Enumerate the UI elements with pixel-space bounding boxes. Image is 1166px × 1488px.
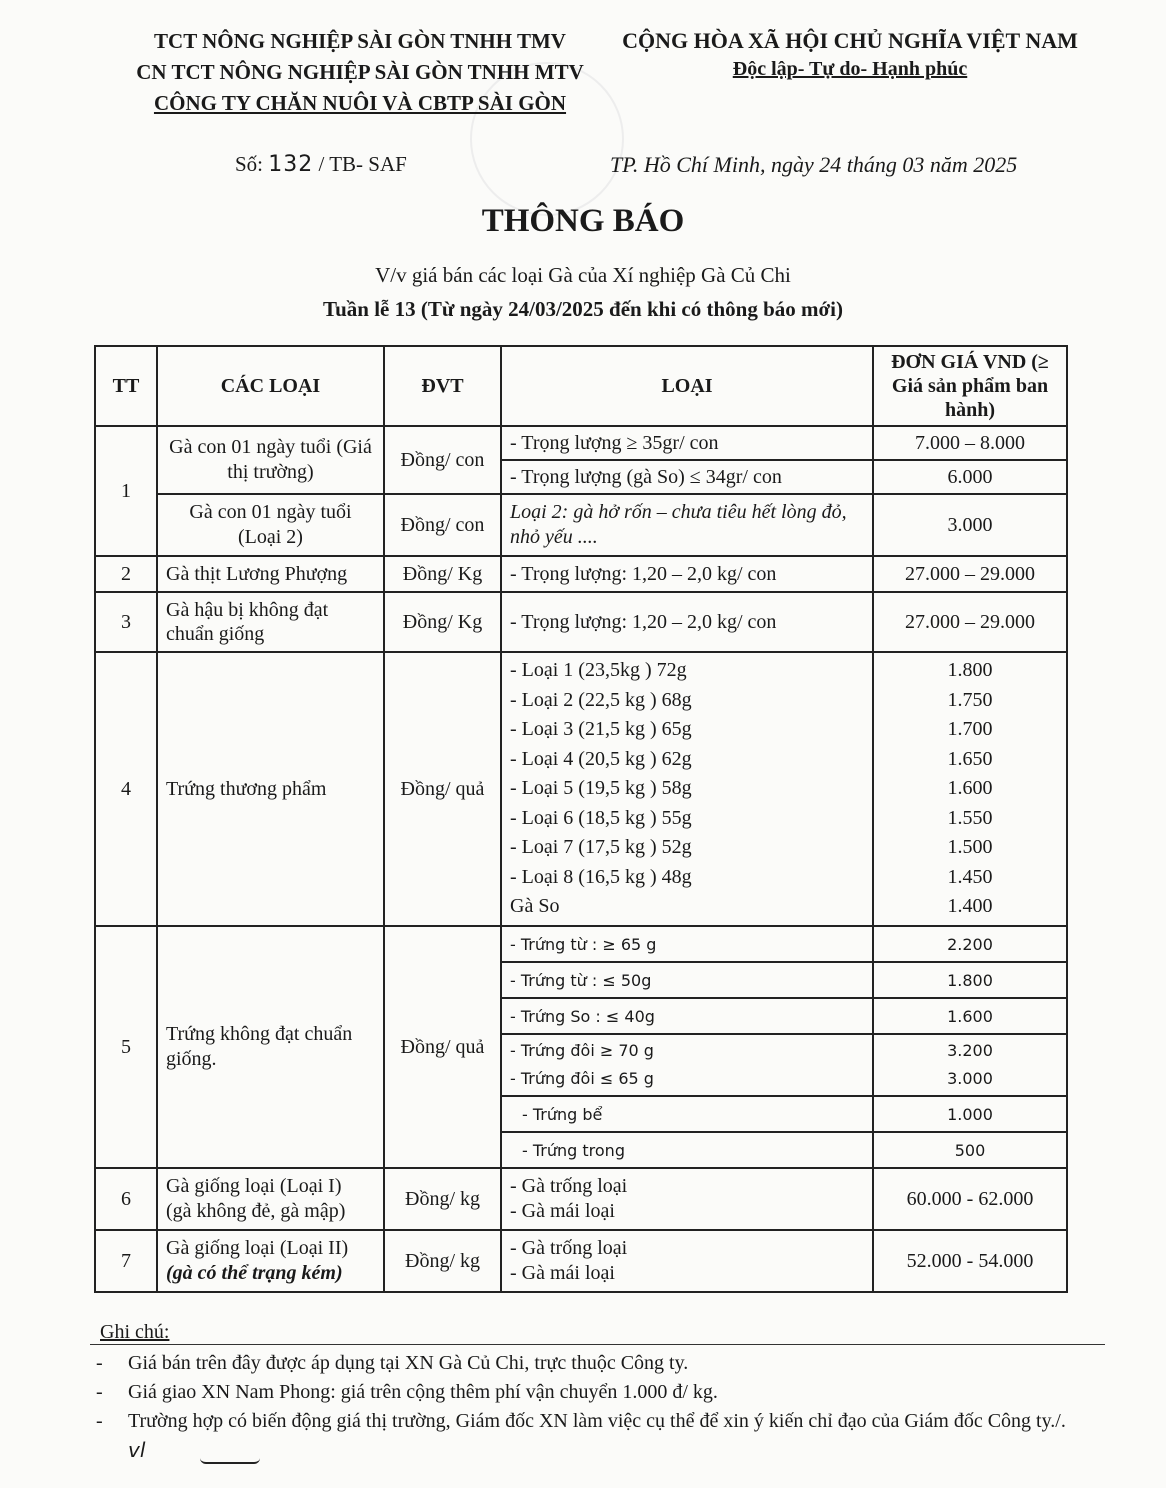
row-tt: 2 [95, 556, 157, 592]
row-price: 2.200 [873, 926, 1067, 962]
list-item: 1.700 [947, 718, 993, 741]
table-row [95, 652, 1067, 926]
list-item: - Loại 2 (22,5 kg ) 68g [510, 688, 692, 711]
list-item: - Loại 7 (17,5 kg ) 52g [510, 836, 692, 859]
table-row [95, 1168, 1067, 1230]
grade-line-1: - Gà trống loại [510, 1175, 628, 1197]
row-grade: - Trọng lượng ≥ 35gr/ con [501, 426, 873, 460]
row-tt: 7 [95, 1230, 157, 1292]
national-title: CỘNG HÒA XÃ HỘI CHỦ NGHĨA VIỆT NAM [622, 28, 1078, 53]
row-grade: - Trứng từ : ≥ 65 g [501, 926, 873, 962]
place-date: TP. Hồ Chí Minh, ngày 24 tháng 03 năm 2025 [610, 152, 1018, 177]
list-item: 1.500 [947, 836, 993, 859]
row-type-name: Gà con 01 ngày tuổi (Giá thị trường) [157, 426, 384, 494]
row-price: 60.000 - 62.000 [873, 1168, 1067, 1230]
type-name-line-1: Gà giống loại (Loại I) [166, 1175, 342, 1197]
list-item: - Loại 3 (21,5 kg ) 65g [510, 718, 692, 741]
price-table [94, 345, 1068, 1293]
type-name-line-2: (gà không đẻ, gà mập) [166, 1200, 346, 1222]
list-item: - Loại 6 (18,5 kg ) 55g [510, 806, 692, 829]
signature-underline [200, 1458, 260, 1464]
type-name-line-2: (gà có thể trạng kém) [166, 1262, 343, 1284]
ref-number-handwritten: 132 [268, 152, 314, 177]
list-item: - Loại 8 (16,5 kg ) 48g [510, 865, 692, 888]
row-price: 1.600 [873, 998, 1067, 1034]
double-egg-small: - Trứng đôi ≤ 65 g [510, 1069, 654, 1088]
header-types: CÁC LOẠI [157, 346, 384, 426]
org-line-1: TCT NÔNG NGHIỆP SÀI GÒN TNHH TMV [154, 29, 566, 53]
row-price: 52.000 - 54.000 [873, 1230, 1067, 1292]
row-grade: - Trọng lượng (gà So) ≤ 34gr/ con [501, 460, 873, 494]
row-type-name: Gà thịt Lương Phượng [157, 556, 384, 592]
grade-line-1: - Gà trống loại [510, 1237, 628, 1259]
row-unit: Đồng/ con [384, 426, 501, 494]
header-grade: LOẠI [501, 346, 873, 426]
table-row [95, 556, 1067, 592]
row-tt: 3 [95, 592, 157, 652]
list-item: 1.750 [947, 688, 993, 711]
grade-line-2: - Gà mái loại [510, 1200, 615, 1222]
list-item: Gà So [510, 895, 560, 918]
header-tt: TT [95, 346, 157, 426]
row-unit: Đồng/ kg [384, 1168, 501, 1230]
row-price: 27.000 – 29.000 [873, 592, 1067, 652]
row-price: 6.000 [873, 460, 1067, 494]
egg-price-list [873, 652, 1067, 926]
org-line-2: CN TCT NÔNG NGHIỆP SÀI GÒN TNHH MTV [136, 60, 584, 84]
double-egg-small-price: 3.000 [947, 1069, 993, 1088]
ref-suffix: / TB- SAF [318, 152, 407, 176]
row-type-name [157, 1230, 384, 1292]
list-item: - Loại 4 (20,5 kg ) 62g [510, 747, 692, 770]
list-item: 1.800 [947, 659, 993, 682]
list-item: 1.450 [947, 865, 993, 888]
row-type-name: Gà hậu bị không đạt chuẩn giống [157, 592, 384, 652]
row-price: 3.000 [873, 494, 1067, 556]
notes-list [96, 1349, 1088, 1466]
list-item: - Giá bán trên đây được áp dụng tại XN Gà Củ Chi, trực thuộc Công ty. [96, 1349, 1088, 1378]
table-row [95, 494, 1067, 556]
org-line-3: CÔNG TY CHĂN NUÔI VÀ CBTP SÀI GÒN [153, 91, 567, 115]
national-motto: Độc lập- Tự do- Hạnh phúc [732, 58, 968, 80]
row-grade [501, 1034, 873, 1096]
row-price: 1.000 [873, 1096, 1067, 1132]
document-title: THÔNG BÁO [481, 203, 685, 239]
row-tt: 4 [95, 652, 157, 926]
row-grade: - Trứng trong [501, 1132, 873, 1168]
note-text: Trường hợp có biến động giá thị trường, Giám đốc XN làm việc cụ thể để xin ý kiến chỉ đạo của Giám đốc Công ty./. [128, 1410, 1066, 1432]
organization-header [100, 26, 620, 119]
row-unit: Đồng/ quả [384, 926, 501, 1168]
row-unit: Đồng/ quả [384, 652, 501, 926]
row-grade: - Trứng So : ≤ 40g [501, 998, 873, 1034]
header-unit: ĐVT [384, 346, 501, 426]
table-row [95, 926, 1067, 962]
row-grade: - Trọng lượng: 1,20 – 2,0 kg/ con [501, 592, 873, 652]
row-grade: - Trọng lượng: 1,20 – 2,0 kg/ con [501, 556, 873, 592]
row-type-name: Trứng không đạt chuẩn giống. [157, 926, 384, 1168]
table-row [95, 592, 1067, 652]
reference-number [235, 152, 407, 177]
row-tt: 1 [95, 426, 157, 556]
row-type-name [157, 1168, 384, 1230]
grade-line-2: - Gà mái loại [510, 1262, 615, 1284]
row-grade: - Trứng bể [501, 1096, 873, 1132]
notes-section [96, 1318, 1088, 1466]
ref-prefix: Số: [235, 152, 264, 176]
row-price: 7.000 – 8.000 [873, 426, 1067, 460]
document-subtitle: V/v giá bán các loại Gà của Xí nghiệp Gà Củ Chi [375, 263, 791, 287]
row-grade: Loại 2: gà hở rốn – chưa tiêu hết lòng đỏ, nhỏ yếu .... [501, 494, 873, 556]
row-tt: 5 [95, 926, 157, 1168]
row-grade [501, 1230, 873, 1292]
row-unit: Đồng/ Kg [384, 592, 501, 652]
table-header-row [95, 346, 1067, 426]
list-item: 1.600 [947, 777, 993, 800]
row-price: 1.800 [873, 962, 1067, 998]
list-item: 1.650 [947, 747, 993, 770]
header-price: ĐƠN GIÁ VND (≥ Giá sản phẩm ban hành) [873, 346, 1067, 426]
row-unit: Đồng/ con [384, 494, 501, 556]
list-item: - Loại 1 (23,5kg ) 72g [510, 659, 687, 682]
row-price [873, 1034, 1067, 1096]
list-item: - Loại 5 (19,5 kg ) 58g [510, 777, 692, 800]
list-item: 1.400 [947, 895, 993, 918]
row-unit: Đồng/ kg [384, 1230, 501, 1292]
double-egg-large: - Trứng đôi ≥ 70 g [510, 1041, 654, 1060]
row-type-name: Gà con 01 ngày tuổi (Loại 2) [157, 494, 384, 556]
notes-heading: Ghi chú: [100, 1321, 170, 1343]
initials-signature: vl [128, 1438, 146, 1462]
egg-grade-list [501, 652, 873, 926]
row-grade: - Trứng từ : ≤ 50g [501, 962, 873, 998]
double-egg-large-price: 3.200 [947, 1041, 993, 1060]
table-row [95, 426, 1067, 460]
row-unit: Đồng/ Kg [384, 556, 501, 592]
week-line: Tuần lễ 13 (Từ ngày 24/03/2025 đến khi có thông báo mới) [323, 297, 843, 321]
row-tt: 6 [95, 1168, 157, 1230]
list-item: 1.550 [947, 806, 993, 829]
list-item: - Giá giao XN Nam Phong: giá trên cộng thêm phí vận chuyển 1.000 đ/ kg. [96, 1378, 1088, 1407]
row-price: 500 [873, 1132, 1067, 1168]
row-grade [501, 1168, 873, 1230]
row-price: 27.000 – 29.000 [873, 556, 1067, 592]
row-type-name: Trứng thương phẩm [157, 652, 384, 926]
national-header [600, 26, 1100, 84]
table-row [95, 1230, 1067, 1292]
type-name-line-1: Gà giống loại (Loại II) [166, 1237, 349, 1259]
